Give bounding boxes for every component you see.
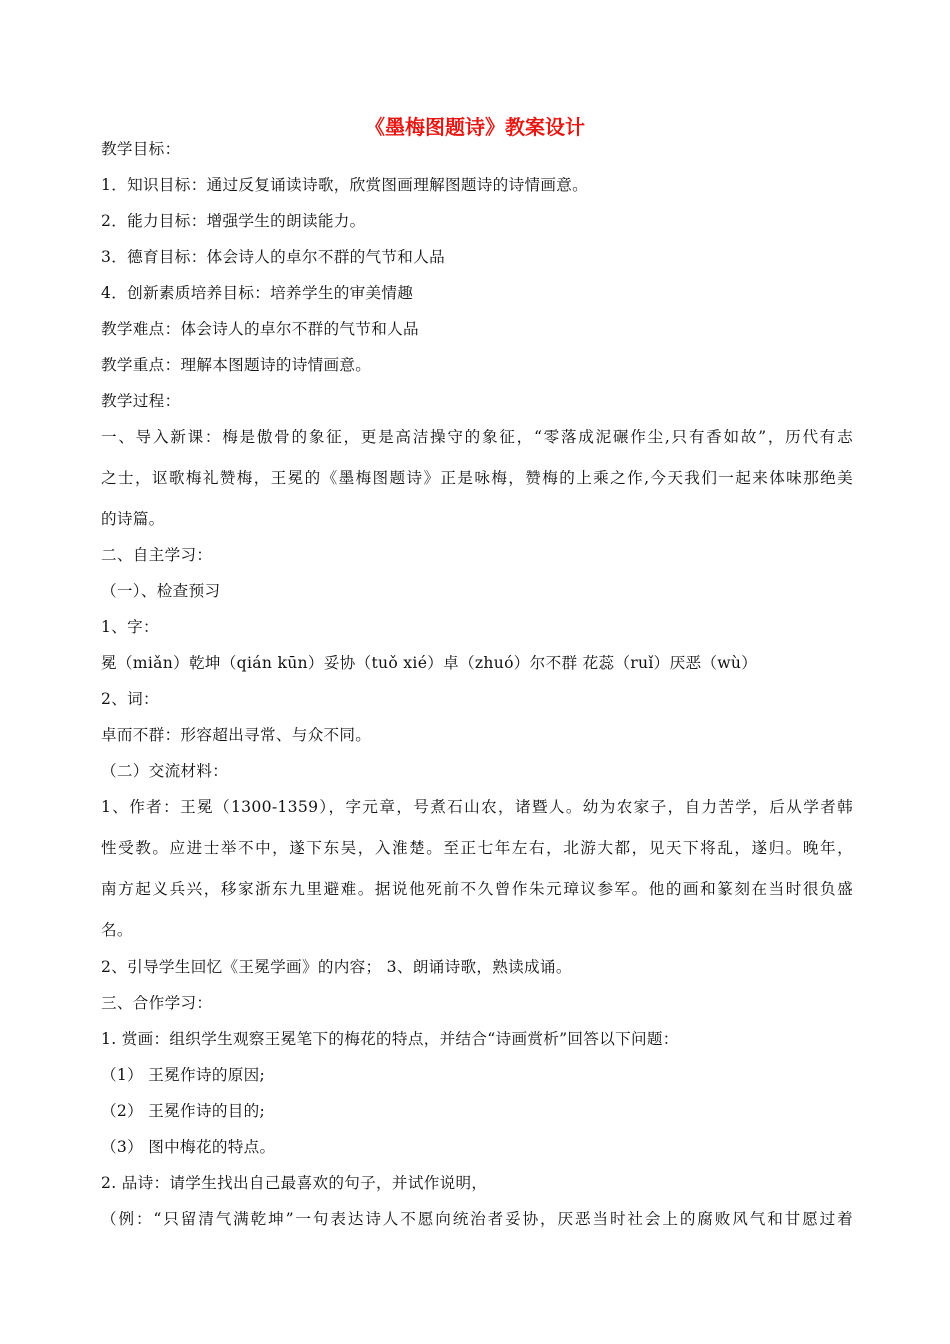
goal-innovation: 4．创新素质培养目标：培养学生的审美情趣	[101, 284, 414, 302]
heading-teaching-goals: 教学目标：	[101, 140, 181, 158]
list-item: （1） 王冕作诗的原因;	[101, 1066, 266, 1084]
paragraph-line: （例：“只留清气满乾坤”一句表达诗人不愿向统治者妥协，厌恶当时社会上的腐败风气和甘愿过着	[101, 1210, 853, 1228]
heading-teaching-process: 教学过程：	[101, 392, 181, 410]
goal-moral: 3．德育目标：体会诗人的卓尔不群的气节和人品	[101, 248, 445, 266]
paragraph-line: 名。	[101, 921, 133, 939]
list-item: （2） 王冕作诗的目的;	[101, 1102, 266, 1120]
heading-self-study: 二、自主学习：	[101, 546, 213, 564]
paragraph-line: 性受教。应进士举不中，遂下东吴，入淮楚。至正七年左右，北游大都，见天下将乱，遂归。晚年，	[101, 839, 853, 857]
paragraph-line: 之士，讴歌梅礼赞梅，王冕的《墨梅图题诗》正是咏梅，赞梅的上乘之作,今天我们一起来体味那绝美	[101, 469, 853, 487]
heading-cooperative-learning: 三、合作学习：	[101, 994, 213, 1012]
list-item: （3） 图中梅花的特点。	[101, 1138, 276, 1156]
paragraph-line: 1、作者：王冕（1300-1359），字元章，号煮石山农，诸暨人。幼为农家子，自力苦学，后从学者韩	[101, 798, 853, 816]
list-item: 2. 品诗：请学生找出自己最喜欢的句子，并试作说明，	[101, 1174, 488, 1192]
teaching-focus: 教学重点：理解本图题诗的诗情画意。	[101, 356, 372, 374]
goal-knowledge: 1．知识目标：通过反复诵读诗歌，欣赏图画理解图题诗的诗情画意。	[101, 176, 589, 194]
word-definition: 卓而不群：形容超出寻常、与众不同。	[101, 726, 372, 744]
pinyin-line: 冕（miǎn）乾坤（qián kūn）妥协（tuǒ xié）卓（zhuó）尔不群 花蕊（ruǐ）厌恶（wù）	[101, 654, 758, 672]
teaching-difficulty: 教学难点：体会诗人的卓尔不群的气节和人品	[101, 320, 419, 338]
paragraph-line: 南方起义兵兴，移家浙东九里避难。据说他死前不久曾作朱元璋议参军。他的画和篆刻在当时很负盛	[101, 880, 853, 898]
document-title: 《墨梅图题诗》教案设计	[365, 115, 585, 139]
label-words: 2、词：	[101, 690, 159, 708]
paragraph-line: 的诗篇。	[101, 510, 165, 528]
subheading-preview-check: （一）、检查预习	[101, 582, 221, 600]
goal-ability: 2．能力目标：增强学生的朗读能力。	[101, 212, 366, 230]
list-item: 1. 赏画：组织学生观察王冕笔下的梅花的特点，并结合“诗画赏析”回答以下问题：	[101, 1030, 679, 1048]
label-characters: 1、字：	[101, 618, 159, 636]
paragraph-line: 一、导入新课：梅是傲骨的象征，更是高洁操守的象征，“零落成泥碾作尘,只有香如故”，历代有志	[101, 428, 853, 446]
subheading-exchange-materials: （二）交流材料：	[101, 762, 229, 780]
paragraph-line: 2、引导学生回忆《王冕学画》的内容； 3、朗诵诗歌，熟读成诵。	[101, 958, 572, 976]
